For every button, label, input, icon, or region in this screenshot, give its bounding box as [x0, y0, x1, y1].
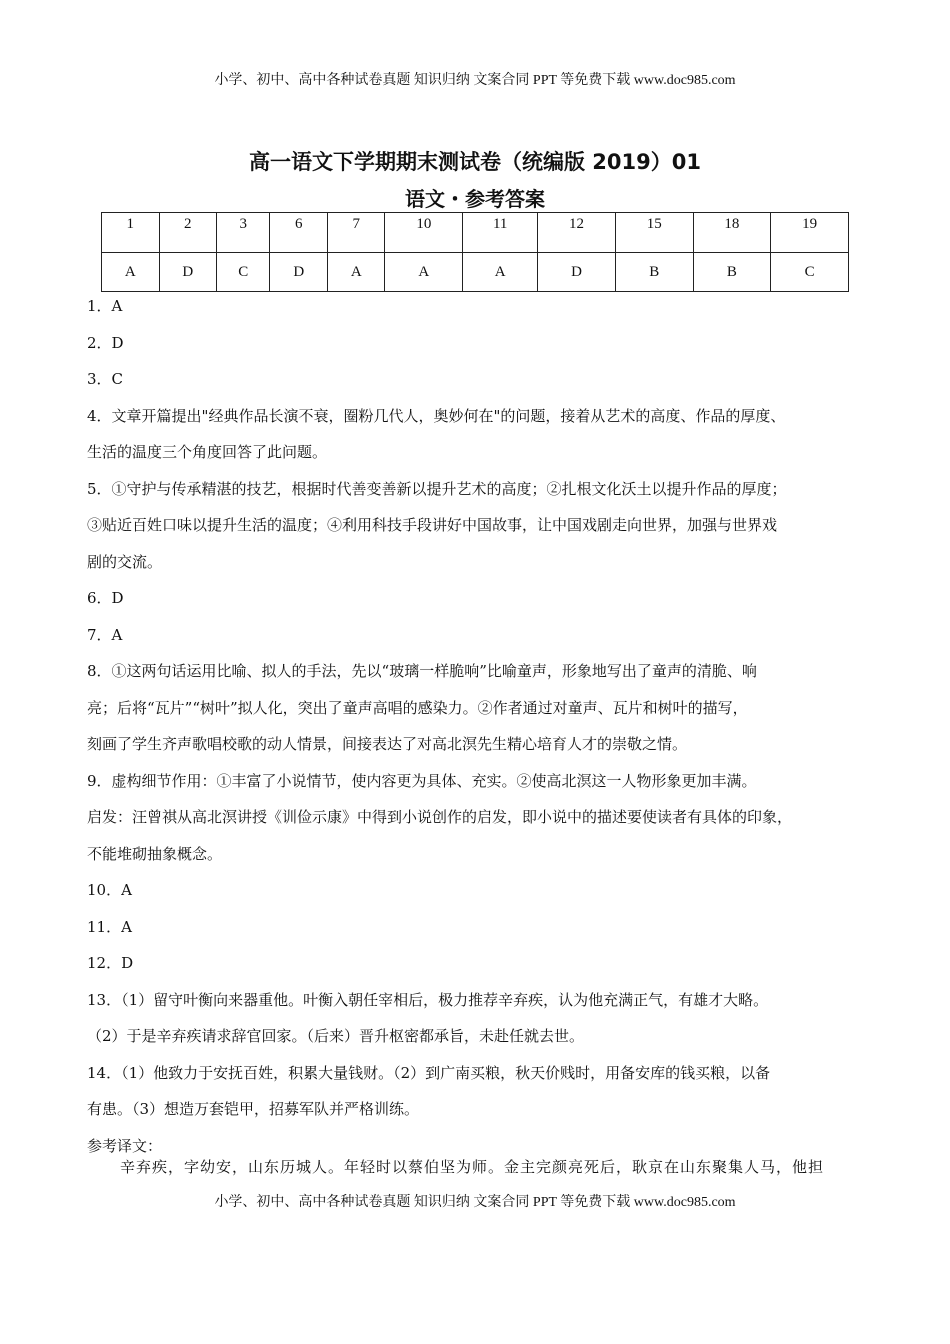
answer-line: 7．A [87, 625, 123, 644]
answer-line: 生活的温度三个角度回答了此问题。 [87, 443, 328, 461]
question-number-row [102, 213, 849, 253]
answer-line: （2）于是辛弃疾请求辞官回家。（后来）晋升枢密都承旨，未赴任就去世。 [87, 1027, 585, 1045]
answer-line: 10．A [87, 881, 132, 899]
answer-line: ③贴近百姓口味以提升生活的温度；④利用科技手段讲好中国故事，让中国戏剧走向世界，加强与世界戏 [87, 516, 778, 534]
answer-line: 启发：汪曾祺从高北溟讲授《训俭示康》中得到小说创作的启发，即小说中的描述要使读者有具体的印象， [87, 808, 793, 826]
question-number-cell: 18 [693, 213, 771, 253]
question-number-cell: 1 [102, 213, 160, 253]
answer-table [101, 212, 849, 292]
answer-cell: D [159, 253, 217, 292]
answer-line: 亮；后将“瓦片”“树叶”拟人化，突出了童声高唱的感染力。②作者通过对童声、瓦片和树叶的描写， [87, 698, 748, 717]
answer-cell: B [615, 253, 693, 292]
question-number-cell: 3 [217, 213, 270, 253]
answer-line: 不能堆砌抽象概念。 [87, 844, 223, 863]
answer-line: 3．C [87, 370, 124, 388]
page-header: 小学、初中、高中各种试卷真题 知识归纳 文案合同 PPT 等免费下载 www.doc985.com [214, 73, 736, 88]
answer-row [102, 253, 849, 292]
answer-line: 剧的交流。 [87, 552, 163, 571]
page-footer: 小学、初中、高中各种试卷真题 知识归纳 文案合同 PPT 等免费下载 www.doc985.com [214, 1195, 736, 1210]
answer-line: 13．（1）留守叶衡向来器重他。叶衡入朝任宰相后，极力推荐辛弃疾，认为他充满正气，有雄才大略。 [87, 990, 769, 1009]
answer-cell: A [102, 253, 160, 292]
answer-line: 8．①这两句话运用比喻、拟人的手法，先以“玻璃一样脆响”比喻童声，形象地写出了童声的清脆、响 [87, 662, 757, 680]
answer-line: 11．A [87, 917, 132, 936]
answer-line: 参考译文： [87, 1136, 163, 1155]
question-number-cell: 19 [771, 213, 849, 253]
answer-cell: A [385, 253, 463, 292]
question-number-cell: 10 [385, 213, 463, 253]
answer-line: 9．虚构细节作用：①丰富了小说情节，使内容更为具体、充实。②使高北溟这一人物形象更加丰满。 [87, 771, 757, 790]
question-number-cell: 6 [270, 213, 328, 253]
question-number-cell: 15 [615, 213, 693, 253]
page-subtitle: 语文・参考答案 [405, 187, 545, 211]
answer-line: 有患。（3）想造万套铠甲，招募军队并严格训练。 [87, 1100, 420, 1118]
answer-cell: B [693, 253, 771, 292]
answer-line: 1．A [87, 297, 123, 315]
question-number-cell: 2 [159, 213, 217, 253]
answer-cell: A [327, 253, 385, 292]
answer-cell: D [538, 253, 616, 292]
translation-text: 辛弃疾，字幼安，山东历城人。年轻时以蔡伯坚为师。金主完颜亮死后，耿京在山东聚集人马，他担 [120, 1158, 825, 1176]
answer-cell: C [771, 253, 849, 292]
answer-cell: A [463, 253, 538, 292]
answer-line: 14．（1）他致力于安抚百姓，积累大量钱财。（2）到广南买粮，秋天价贱时，用备安库的钱买粮，以备 [87, 1063, 771, 1082]
answer-line: 2．D [87, 333, 124, 352]
answer-cell: C [217, 253, 270, 292]
answer-line: 4．文章开篇提出"经典作品长演不衰，圈粉几代人，奥妙何在"的问题，接着从艺术的高度、作品的厚度、 [87, 406, 786, 425]
answer-line: 12．D [87, 954, 134, 972]
answer-line: 5．①守护与传承精湛的技艺，根据时代善变善新以提升艺术的高度；②扎根文化沃土以提升作品的厚度； [87, 479, 787, 498]
answer-cell: D [270, 253, 328, 292]
answer-body [87, 288, 867, 1164]
page-title: 高一语文下学期期末测试卷（统编版 2019）01 [249, 150, 701, 174]
answer-line: 刻画了学生齐声歌唱校歌的动人情景，间接表达了对高北溟先生精心培育人才的崇敬之情。 [87, 735, 688, 753]
question-number-cell: 12 [538, 213, 616, 253]
answer-line: 6．D [87, 589, 124, 607]
question-number-cell: 11 [463, 213, 538, 253]
question-number-cell: 7 [327, 213, 385, 253]
